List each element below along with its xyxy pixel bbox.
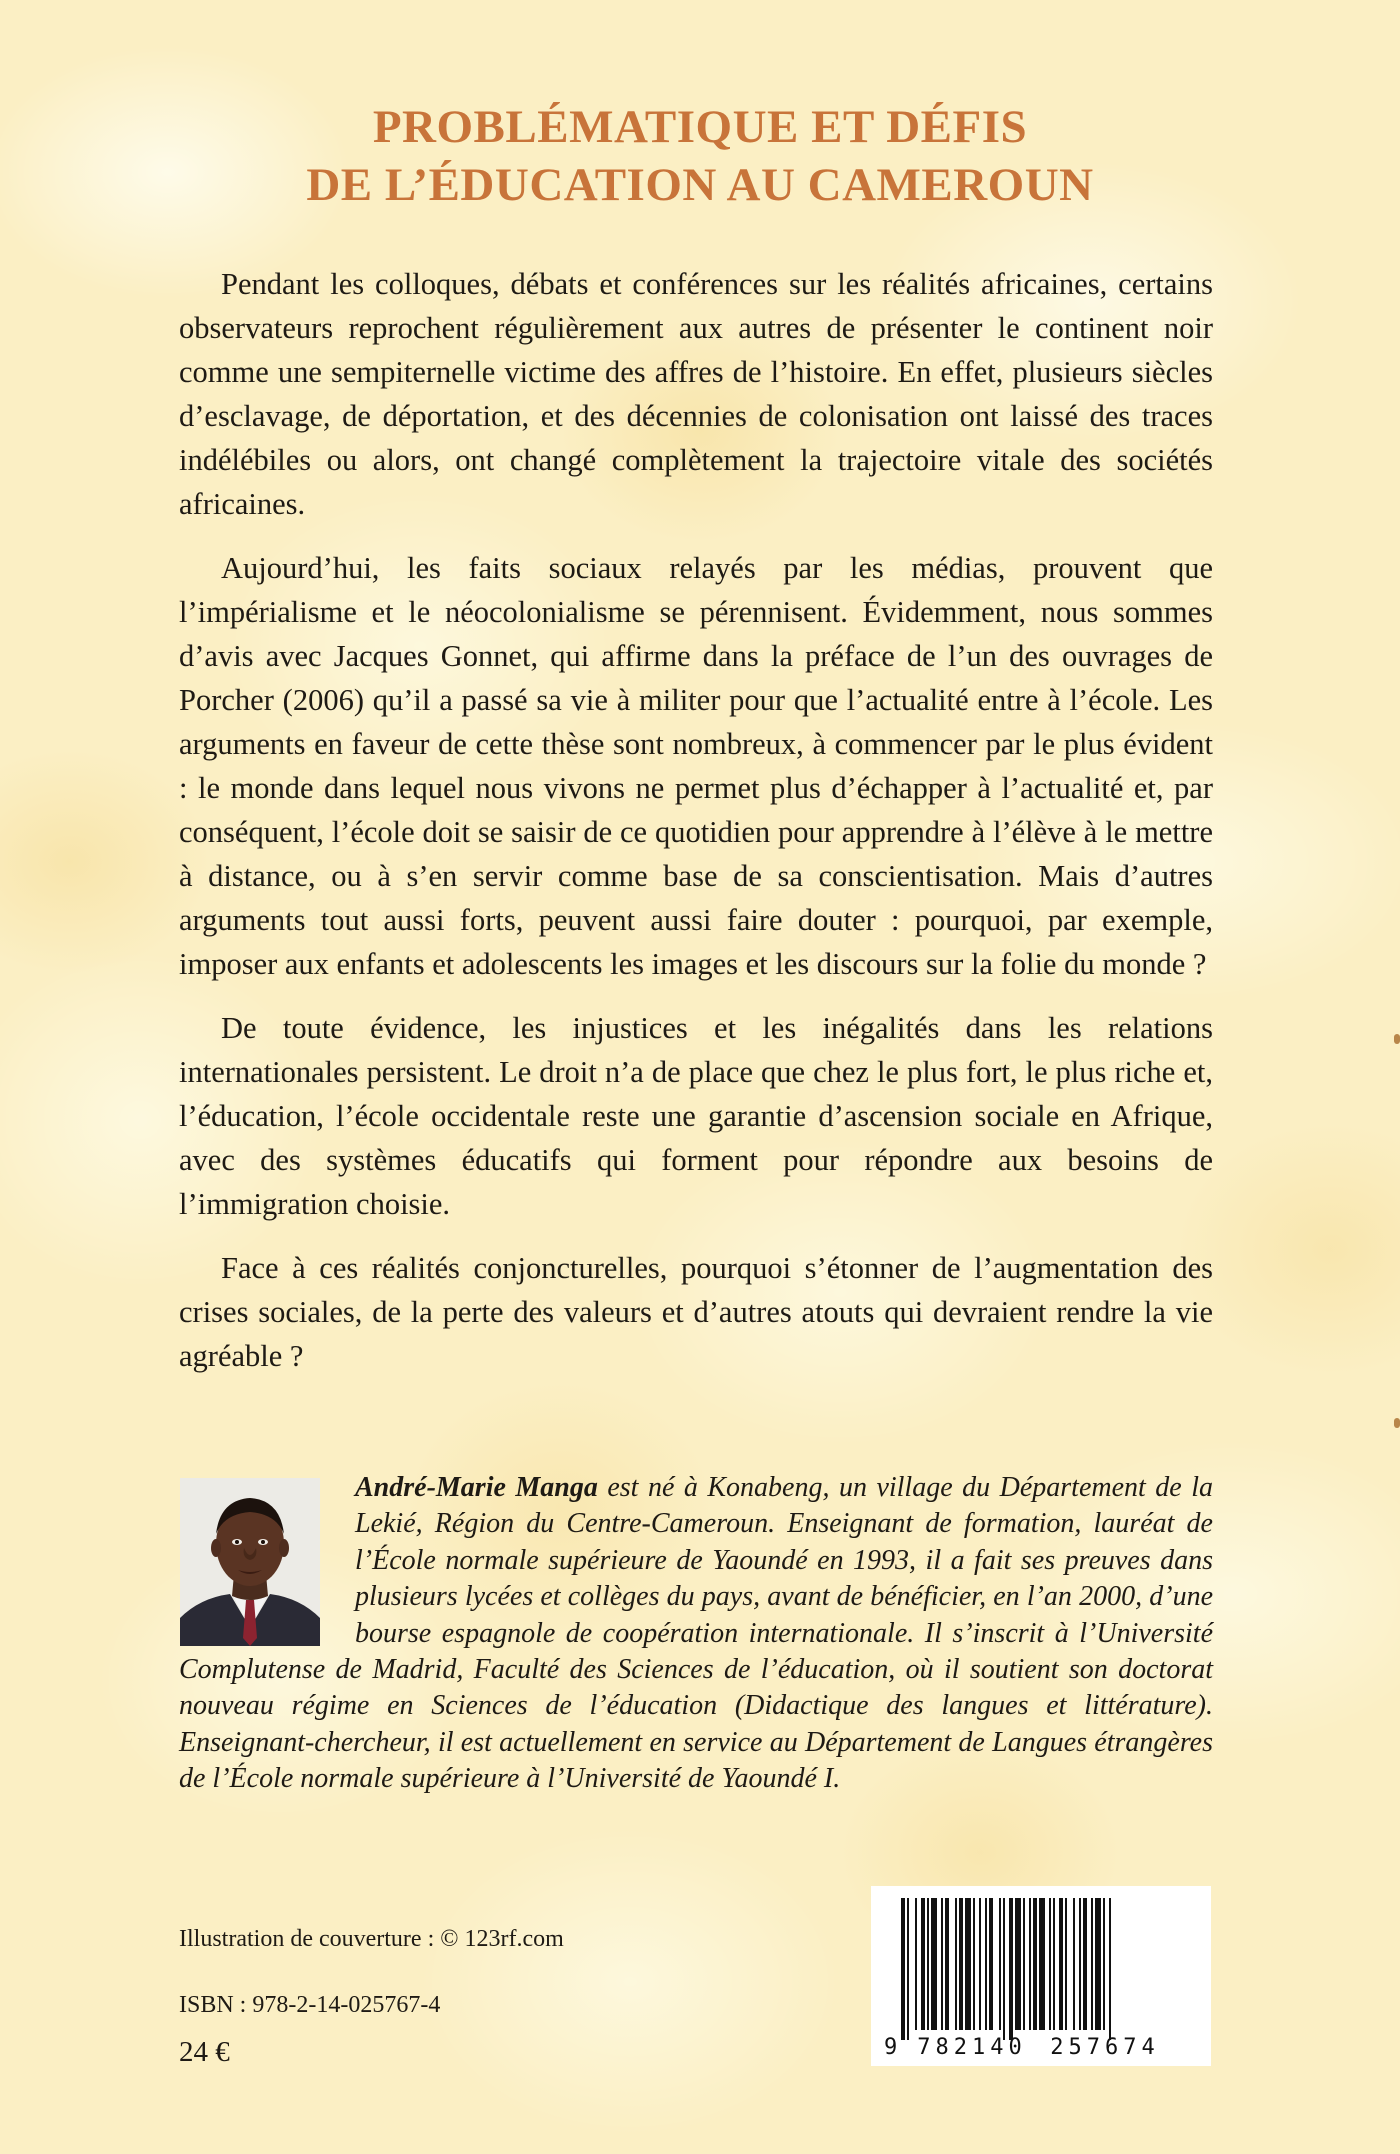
book-price: 24 € <box>179 2036 230 2068</box>
isbn-number: ISBN : 978-2-14-025767-4 <box>179 1992 441 2018</box>
barcode-bar <box>965 1898 971 2030</box>
edge-ornament <box>1394 1034 1400 1044</box>
isbn-barcode <box>871 1886 1211 2066</box>
barcode-bar <box>989 1898 993 2030</box>
barcode-bar <box>985 1898 987 2030</box>
edge-ornament <box>1394 1418 1400 1428</box>
barcode-bar <box>1033 1898 1037 2030</box>
barcode-bar <box>907 1898 909 2040</box>
barcode-bar <box>1079 1898 1081 2030</box>
barcode-bar <box>945 1898 949 2030</box>
barcode-digit-lead: 9 <box>884 2035 898 2060</box>
barcode-bar <box>931 1898 937 2030</box>
barcode-bar <box>1053 1898 1055 2030</box>
barcode-bar <box>973 1898 975 2030</box>
barcode-bar <box>1003 1898 1005 2040</box>
barcode-bar <box>999 1898 1001 2030</box>
author-name: André-Marie Manga <box>355 1472 598 1503</box>
summary-paragraph: Face à ces réalités conjoncturelles, pourquoi s’étonner de l’augmentation des crises sociales, de la perte des valeurs et d’autres atouts qui devraient rendre la vie agréable ? <box>179 1251 1213 1373</box>
title-line-1: PROBLÉMATIQUE ET DÉFIS <box>372 101 1028 153</box>
barcode-bar <box>927 1898 929 2030</box>
author-biography <box>179 1470 1213 1798</box>
barcode-bar <box>901 1898 905 2040</box>
barcode-bar <box>1059 1898 1063 2030</box>
barcode-bar <box>1065 1898 1067 2030</box>
barcode-bar <box>1109 1898 1111 2040</box>
barcode-bar <box>1103 1898 1105 2030</box>
summary-paragraph: De toute évidence, les injustices et les inégalités dans les relations internationales persistent. Le droit n’a de place que chez le plus fort, le plus riche et, l’éducation, l’école occidentale reste une garantie d’ascension sociale en Afrique, avec des systèmes éducatifs qui forment pour répondre aux besoins de l’immigration choisie. <box>179 1011 1213 1221</box>
barcode-bar <box>1049 1898 1051 2030</box>
barcode-bar <box>1073 1898 1075 2030</box>
cover-illustration-credit: Illustration de couverture : © 123rf.com <box>179 1926 564 1952</box>
photo-spacer <box>179 1470 355 1648</box>
barcode-graphic <box>871 1886 1211 2066</box>
barcode-bar <box>1023 1898 1025 2030</box>
barcode-bar <box>1091 1898 1093 2030</box>
barcode-digits-right: 257674 <box>1050 2035 1160 2060</box>
barcode-bar <box>1083 1898 1087 2030</box>
barcode-bar <box>1015 1898 1021 2030</box>
barcode-bar <box>955 1898 957 2030</box>
title-line-2: DE L’ÉDUCATION AU CAMEROUN <box>306 159 1094 211</box>
barcode-bar <box>1095 1898 1101 2030</box>
book-title <box>0 98 1400 214</box>
barcode-bar <box>959 1898 963 2030</box>
barcode-digits-left: 782140 <box>917 2035 1027 2060</box>
barcode-bar <box>921 1898 925 2030</box>
barcode-bar <box>979 1898 981 2030</box>
barcode-bar <box>1029 1898 1031 2030</box>
barcode-bars <box>901 1898 1111 2040</box>
back-cover-summary <box>179 262 1213 1398</box>
summary-paragraph: Aujourd’hui, les faits sociaux relayés par les médias, prouvent que l’impérialisme et le néocolonialisme se pérennisent. Évidemment, nous sommes d’avis avec Jacques Gonnet, qui affirme dans la préface de l’un des ouvrages de Porcher (2006) qu’il a passé sa vie à militer pour que l’actualité entre à l’école. Les arguments en faveur de cette thèse sont nombreux, à commencer par le plus évident : le monde dans lequel nous vivons ne permet plus d’échapper à l’actualité et, par conséquent, l’école doit se saisir de ce quotidien pour apprendre à l’élève à le mettre à distance, ou à s’en servir comme base de sa conscientisation. Mais d’autres arguments tout aussi forts, peuvent aussi faire douter : pourquoi, par exemple, imposer aux enfants et adolescents les images et les discours sur la folie du monde ? <box>179 551 1213 981</box>
barcode-bar <box>1039 1898 1045 2030</box>
barcode-bar <box>915 1898 917 2030</box>
summary-paragraph: Pendant les colloques, débats et conférences sur les réalités africaines, certains observateurs reprochent régulièrement aux autres de présenter le continent noir comme une sempiternelle victime des affres de l’histoire. En effet, plusieurs siècles d’esclavage, de déportation, et des décennies de colonisation ont laissé des traces indélébiles ou alors, ont changé complètement la trajectoire vitale des sociétés africaines. <box>179 267 1213 521</box>
barcode-bar <box>941 1898 943 2030</box>
author-bio-text: est né à Konabeng, un village du Département de la Lekié, Région du Centre-Cameroun. Enseignant de formation, lauréat de l’École normale supérieure de Yaoundé en 1993, il a fait ses preuves dans plusieurs lycées et collèges du pays, avant de bénéficier, en l’an 2000, d’une bourse espagnole de coopération internationale. Il s’inscrit à l’Université Complutense de Madrid, Faculté des Sciences de l’éducation, où il soutient son doctorat nouveau régime en Sciences de l’éducation (Didactique des langues et littérature). Enseignant-chercheur, il est actuellement en service au Département de Langues étrangères de l’École normale supérieure à l’Université de Yaoundé I. <box>179 1472 1213 1795</box>
barcode-bar <box>1009 1898 1013 2040</box>
